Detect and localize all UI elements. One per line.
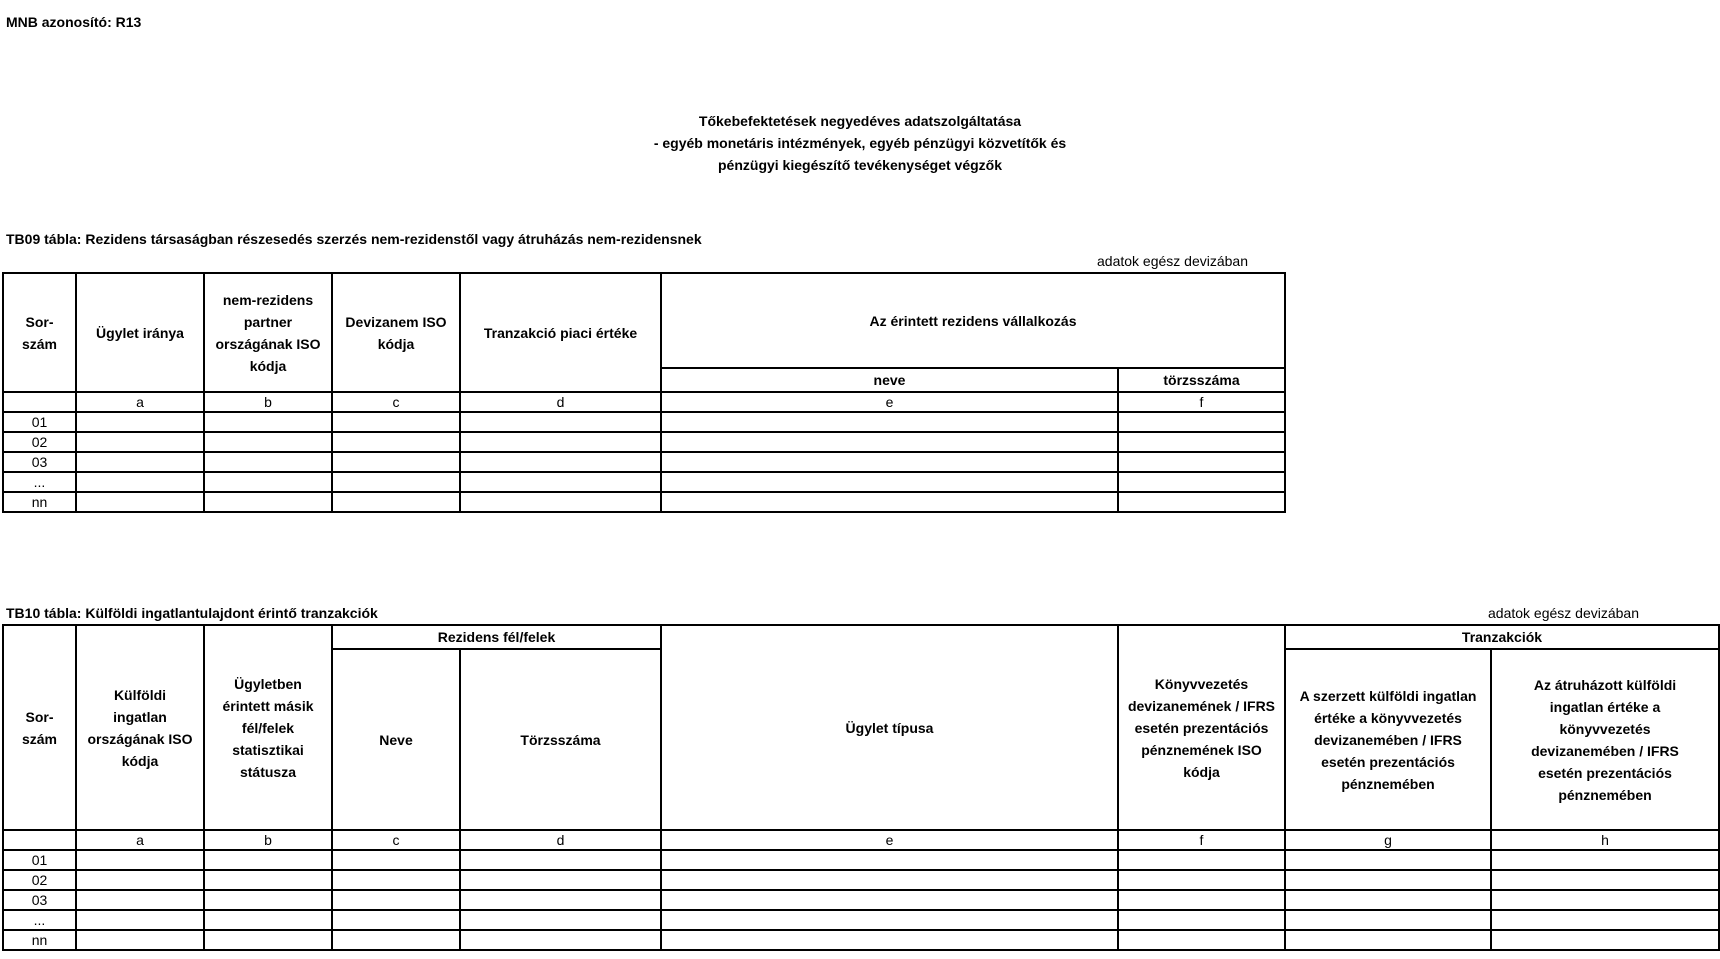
tb10-cell-g[interactable] xyxy=(1285,930,1491,950)
tb09-cell-c[interactable] xyxy=(332,412,460,432)
tb09-letter-f: f xyxy=(1118,392,1285,412)
title-line-3: pénzügyi kiegészítő tevékenységet végzők xyxy=(718,157,1002,173)
tb10-cell-c[interactable] xyxy=(332,850,460,870)
tb10-cell-e[interactable] xyxy=(661,850,1118,870)
tb10-header-h: Az átruházott külföldi ingatlan értéke a könyvvezetés devizanemében / IFRS esetén prezentációs pénznemében xyxy=(1491,649,1719,830)
tb10-letter-f: f xyxy=(1118,830,1285,850)
tb10-cell-c[interactable] xyxy=(332,930,460,950)
tb09-cell-f[interactable] xyxy=(1118,472,1285,492)
tb10-letter-b: b xyxy=(204,830,332,850)
tb09-cell-a[interactable] xyxy=(76,452,204,472)
tb10-cell-h[interactable] xyxy=(1491,870,1719,890)
tb10-cell-g[interactable] xyxy=(1285,870,1491,890)
tb09-cell-c[interactable] xyxy=(332,472,460,492)
tb10-letter-h: h xyxy=(1491,830,1719,850)
tb09-table xyxy=(2,272,1286,513)
tb09-letter-d: d xyxy=(460,392,661,412)
tb09-header-c: Devizanem ISO kódja xyxy=(332,273,460,392)
tb09-row-number: 02 xyxy=(3,432,76,452)
tb10-cell-f[interactable] xyxy=(1118,930,1285,950)
tb10-row-number: nn xyxy=(3,930,76,950)
tb09-header-a: Ügylet iránya xyxy=(76,273,204,392)
table-row xyxy=(3,492,1285,512)
tb10-cell-h[interactable] xyxy=(1491,850,1719,870)
tb10-header-g: A szerzett külföldi ingatlan értéke a könyvvezetés devizanemében / IFRS esetén prezentációs pénznemében xyxy=(1285,649,1491,830)
tb10-header-c: Neve xyxy=(332,649,460,830)
tb10-letter-g: g xyxy=(1285,830,1491,850)
tb10-group-rezidens: Rezidens fél/felek xyxy=(332,625,661,649)
tb09-cell-b[interactable] xyxy=(204,492,332,512)
table-row xyxy=(3,452,1285,472)
tb09-header-b: nem-rezidens partner országának ISO kódja xyxy=(204,273,332,392)
tb09-cell-d[interactable] xyxy=(460,472,661,492)
tb09-cell-e[interactable] xyxy=(661,492,1118,512)
tb09-header-sorszam: Sor- szám xyxy=(3,273,76,392)
tb10-row-number: 01 xyxy=(3,850,76,870)
tb10-cell-h[interactable] xyxy=(1491,890,1719,910)
tb09-cell-b[interactable] xyxy=(204,472,332,492)
tb10-header-f: Könyvvezetés devizanemének / IFRS esetén prezentációs pénznemének ISO kódja xyxy=(1118,625,1285,830)
tb10-cell-f[interactable] xyxy=(1118,910,1285,930)
tb10-cell-a[interactable] xyxy=(76,850,204,870)
table-row xyxy=(3,890,1719,910)
tb09-header-d: Tranzakció piaci értéke xyxy=(460,273,661,392)
page-title xyxy=(0,110,1720,176)
tb09-cell-c[interactable] xyxy=(332,432,460,452)
tb09-cell-e[interactable] xyxy=(661,432,1118,452)
tb10-cell-c[interactable] xyxy=(332,870,460,890)
tb10-letter-e: e xyxy=(661,830,1118,850)
table-row xyxy=(3,910,1719,930)
tb10-cell-a[interactable] xyxy=(76,890,204,910)
title-line-1: Tőkebefektetések negyedéves adatszolgáltatása xyxy=(698,113,1022,129)
tb09-cell-e[interactable] xyxy=(661,472,1118,492)
tb09-row-number: 01 xyxy=(3,412,76,432)
tb10-header-d: Törzsszáma xyxy=(460,649,661,830)
tb09-cell-f[interactable] xyxy=(1118,412,1285,432)
tb09-letter-b: b xyxy=(204,392,332,412)
tb10-cell-d[interactable] xyxy=(460,930,661,950)
tb09-row-number: 03 xyxy=(3,452,76,472)
tb10-title: TB10 tábla: Külföldi ingatlantulajdont érintő tranzakciók xyxy=(6,605,378,621)
tb10-row-number: ... xyxy=(3,910,76,930)
tb10-cell-e[interactable] xyxy=(661,910,1118,930)
tb09-cell-d[interactable] xyxy=(460,432,661,452)
tb09-cell-c[interactable] xyxy=(332,492,460,512)
tb09-cell-e[interactable] xyxy=(661,412,1118,432)
tb10-cell-b[interactable] xyxy=(204,890,332,910)
tb10-cell-c[interactable] xyxy=(332,890,460,910)
tb09-letter-e: e xyxy=(661,392,1118,412)
tb10-cell-g[interactable] xyxy=(1285,850,1491,870)
tb09-unit: adatok egész devizában xyxy=(1097,253,1248,269)
tb09-letter-a: a xyxy=(76,392,204,412)
tb09-cell-c[interactable] xyxy=(332,452,460,472)
tb10-header-b: Ügyletben érintett másik fél/felek statisztikai státusza xyxy=(204,625,332,830)
tb09-header-group: Az érintett rezidens vállalkozás xyxy=(661,273,1285,368)
tb10-cell-e[interactable] xyxy=(661,930,1118,950)
table-row xyxy=(3,432,1285,452)
tb10-cell-d[interactable] xyxy=(460,910,661,930)
tb10-cell-d[interactable] xyxy=(460,850,661,870)
tb10-cell-h[interactable] xyxy=(1491,910,1719,930)
tb09-cell-f[interactable] xyxy=(1118,432,1285,452)
tb09-cell-f[interactable] xyxy=(1118,492,1285,512)
tb09-cell-a[interactable] xyxy=(76,432,204,452)
tb10-row-number: 03 xyxy=(3,890,76,910)
tb10-table xyxy=(2,624,1720,951)
tb09-cell-e[interactable] xyxy=(661,452,1118,472)
tb10-cell-d[interactable] xyxy=(460,890,661,910)
tb09-cell-a[interactable] xyxy=(76,412,204,432)
tb09-cell-d[interactable] xyxy=(460,492,661,512)
tb09-row-number: nn xyxy=(3,492,76,512)
tb10-cell-b[interactable] xyxy=(204,850,332,870)
tb09-cell-a[interactable] xyxy=(76,492,204,512)
table-row xyxy=(3,850,1719,870)
tb10-cell-b[interactable] xyxy=(204,910,332,930)
tb09-cell-a[interactable] xyxy=(76,472,204,492)
tb10-cell-d[interactable] xyxy=(460,870,661,890)
tb09-header-f: törzsszáma xyxy=(1118,368,1285,392)
tb10-row-number: 02 xyxy=(3,870,76,890)
tb09-letter-c: c xyxy=(332,392,460,412)
tb10-cell-g[interactable] xyxy=(1285,890,1491,910)
tb10-cell-a[interactable] xyxy=(76,930,204,950)
tb10-cell-a[interactable] xyxy=(76,910,204,930)
title-line-2: - egyéb monetáris intézmények, egyéb pénzügyi közvetítők és xyxy=(653,135,1067,151)
tb10-cell-b[interactable] xyxy=(204,870,332,890)
tb10-unit: adatok egész devizában xyxy=(1488,605,1639,621)
table-row xyxy=(3,472,1285,492)
tb10-cell-e[interactable] xyxy=(661,870,1118,890)
tb09-title: TB09 tábla: Rezidens társaságban részesedés szerzés nem-rezidenstől vagy átruházás nem-rezidensnek xyxy=(6,231,702,247)
table-row xyxy=(3,870,1719,890)
tb10-group-tranzakciok: Tranzakciók xyxy=(1285,625,1719,649)
tb09-header-e: neve xyxy=(661,368,1118,392)
mnb-id: MNB azonosító: R13 xyxy=(6,14,142,30)
tb09-letter-empty xyxy=(3,392,76,412)
tb10-header-e: Ügylet típusa xyxy=(661,625,1118,830)
tb09-cell-f[interactable] xyxy=(1118,452,1285,472)
table-row xyxy=(3,930,1719,950)
tb09-cell-d[interactable] xyxy=(460,412,661,432)
tb10-header-sorszam: Sor- szám xyxy=(3,625,76,830)
table-row xyxy=(3,412,1285,432)
tb09-cell-d[interactable] xyxy=(460,452,661,472)
tb10-cell-a[interactable] xyxy=(76,870,204,890)
tb10-cell-f[interactable] xyxy=(1118,890,1285,910)
tb09-cell-b[interactable] xyxy=(204,452,332,472)
tb09-cell-b[interactable] xyxy=(204,432,332,452)
tb10-letter-a: a xyxy=(76,830,204,850)
tb10-cell-f[interactable] xyxy=(1118,850,1285,870)
tb10-letter-empty xyxy=(3,830,76,850)
tb10-cell-f[interactable] xyxy=(1118,870,1285,890)
tb10-letter-d: d xyxy=(460,830,661,850)
tb10-cell-c[interactable] xyxy=(332,910,460,930)
tb10-letter-c: c xyxy=(332,830,460,850)
tb10-cell-h[interactable] xyxy=(1491,930,1719,950)
tb10-header-a: Külföldi ingatlan országának ISO kódja xyxy=(76,625,204,830)
tb10-cell-g[interactable] xyxy=(1285,910,1491,930)
tb09-row-number: ... xyxy=(3,472,76,492)
tb09-cell-b[interactable] xyxy=(204,412,332,432)
tb10-cell-b[interactable] xyxy=(204,930,332,950)
tb10-cell-e[interactable] xyxy=(661,890,1118,910)
